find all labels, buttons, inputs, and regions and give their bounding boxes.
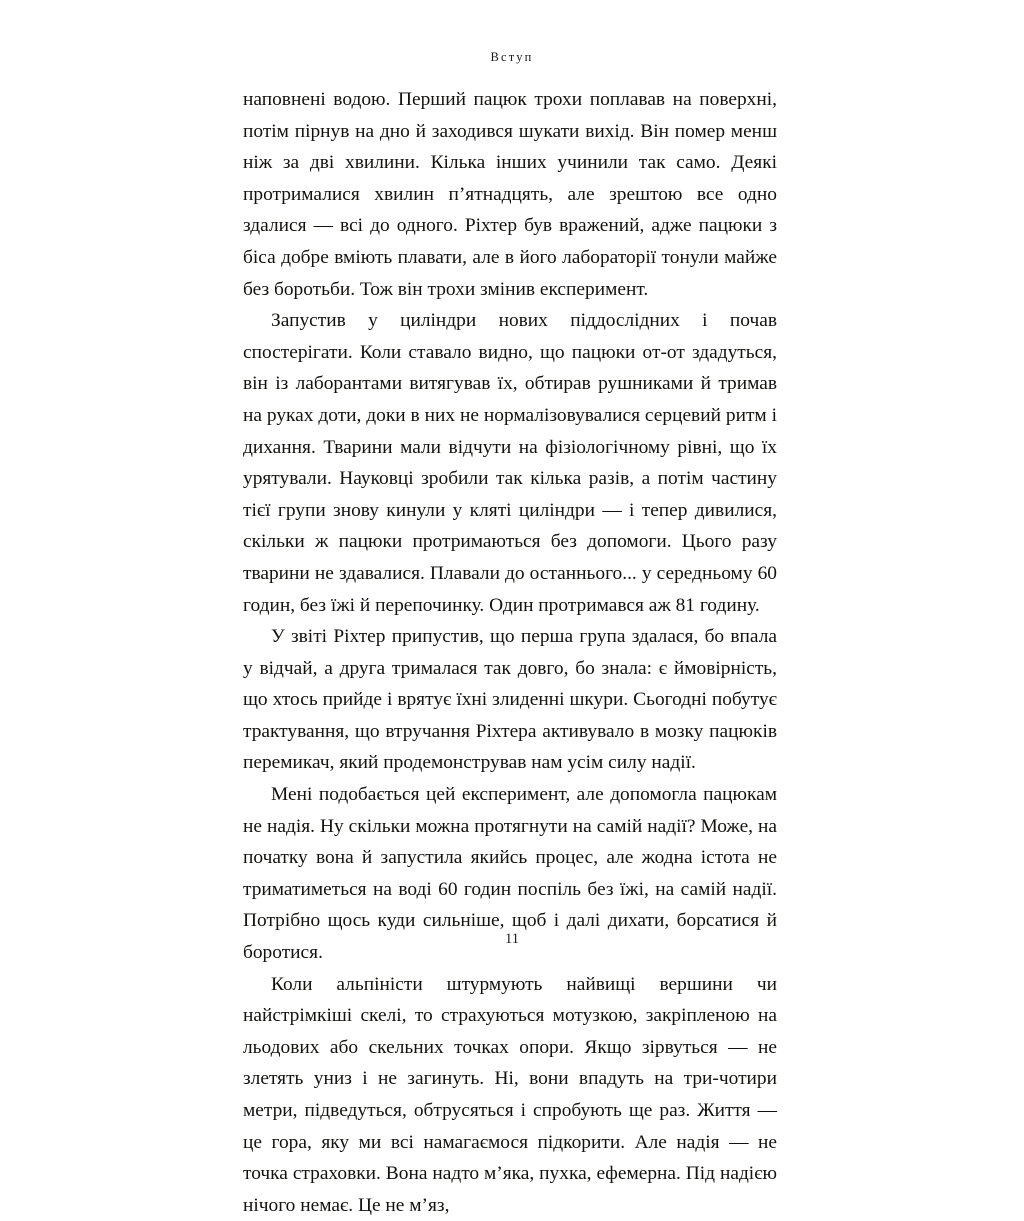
paragraph: Коли альпіністи штурмують найвищі вершини чи найстрімкіші скелі, то страхуються мотузкою, закріпленою на льодових або скельних точках опори. Якщо зірвуться — не злетять униз і не загинуть. Ні, вони впадуть на три-чотири метри, підведуться, обтрусяться і спробують ще раз. Життя — це гора, яку ми всі намагаємося підкорити. Але надія — не точка страховки. Вона надто м’яка, пухка, ефемерна. Під надією нічого немає. Це не м’яз,: [243, 973, 777, 1216]
page-number: 11: [505, 931, 519, 947]
paragraph: Мені подобається цей експеримент, але допомогла пацюкам не надія. Ну скільки можна протягнути на самій надії? Може, на початку вона й запустила якийсь процес, але жодна істота не триматиметься на воді 60 годин поспіль без їжі, на самій надії. Потрібно щось куди сильніше, щоб і далі дихати, борсатися й боротися.: [243, 784, 777, 964]
running-head: Вступ: [490, 50, 534, 64]
paragraph: У звіті Ріхтер припустив, що перша група здалася, бо впала у відчай, а друга трималася так довго, бо знала: є ймовірність, що хтось прийде і врятує їхні злиденні шкури. Сьогодні побутує трактування, що втручання Ріхтера активувало в мозку пацюків перемикач, який продемонстрував нам усім силу надії.: [243, 626, 777, 774]
paragraph: наповнені водою. Перший пацюк трохи поплавав на поверхні, потім пірнув на дно й заходився шукати вихід. Він помер менш ніж за дві хвилини. Кілька інших учинили так само. Деякі протрималися хвилин п’ятнадцять, але зрештою все одно здалися — всі до одного. Ріхтер був вражений, адже пацюки з біса добре вміють плавати, але в його лабораторії тонули майже без боротьби. Тож він трохи змінив експеримент.: [243, 89, 777, 300]
paragraph: Запустив у циліндри нових піддослідних і почав спостерігати. Коли ставало видно, що пацюки от-от здадуться, він із лаборантами витягував їх, обтирав рушниками й тримав на руках доти, доки в них не нормалізовувалися серцевий ритм і дихання. Тварини мали відчути на фізіологічному рівні, що їх урятували. Науковці зробили так кілька разів, а потім частину тієї групи знову кинули у кляті циліндри — і тепер дивилися, скільки ж пацюки протримаються без допомоги. Цього разу тварини не здавалися. Плавали до останнього... у середньому 60 годин, без їжі й перепочинку. Один протримався аж 81 годину.: [243, 310, 777, 616]
body-text: [243, 84, 777, 1221]
